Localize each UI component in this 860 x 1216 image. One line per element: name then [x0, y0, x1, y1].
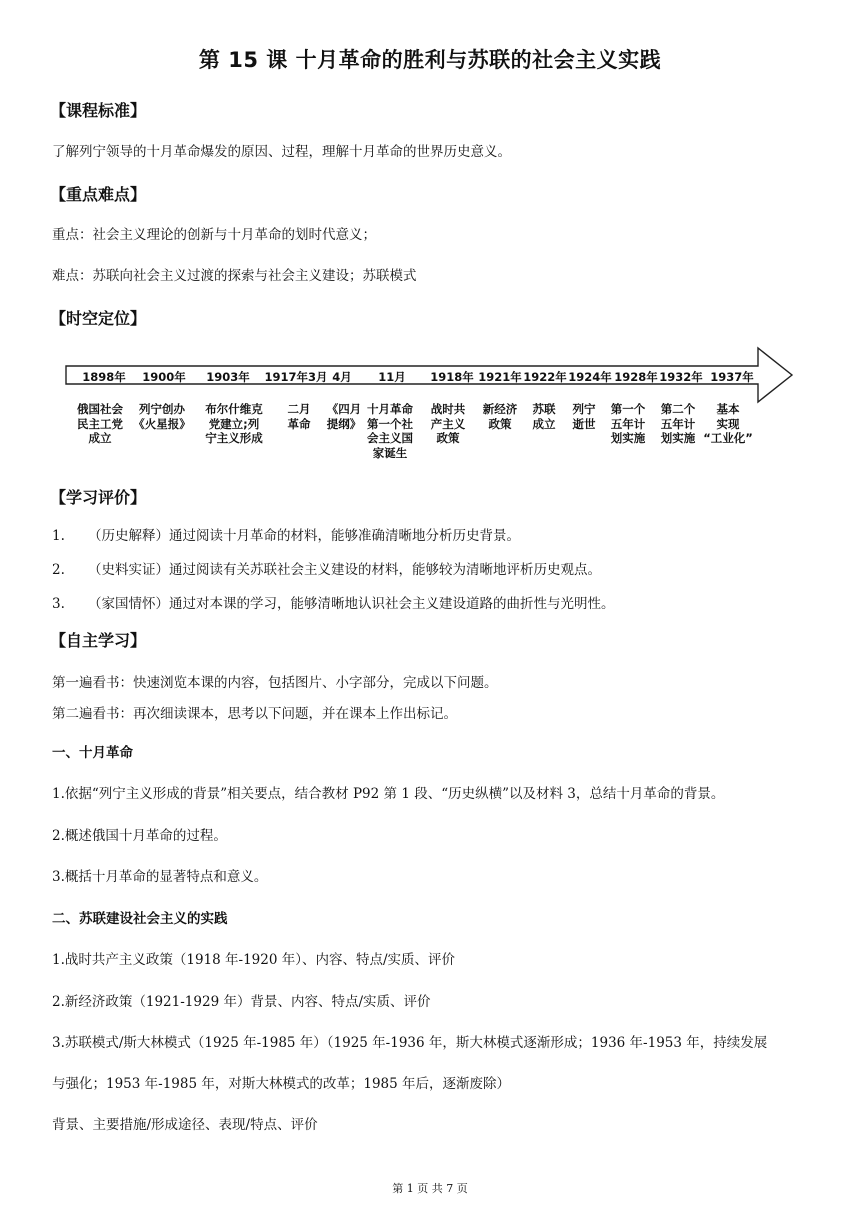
evaluation-item-text: （历史解释）通过阅读十月革命的材料，能够准确清晰地分析历史背景。 [88, 528, 520, 544]
evaluation-item-number: 1. [52, 528, 65, 544]
timeline-event-label: 列宁创办 《火星报》 [133, 402, 191, 431]
question-1-3: 3.概括十月革命的显著特点和意义。 [52, 869, 268, 885]
timeline-figure [64, 344, 800, 464]
section-heading-self-study: 【自主学习】 [50, 631, 147, 650]
timeline-event-label: 《四月 提纲》 [326, 402, 362, 431]
timeline-date: 11月 [378, 370, 406, 384]
timeline-event-label: 二月 革命 [287, 402, 311, 431]
timeline-event-label: 新经济 政策 [482, 402, 518, 431]
timeline-event-label: 基本 实现 “工业化” [703, 402, 753, 445]
key-difficulty-text: 难点：苏联向社会主义过渡的探索与社会主义建设；苏联模式 [52, 268, 417, 284]
timeline-date: 1921年 [478, 370, 522, 384]
section-heading-standard: 【课程标准】 [50, 101, 147, 120]
timeline-date: 1903年 [206, 370, 250, 384]
evaluation-item-2 [52, 558, 601, 578]
timeline-event-label: 苏联 成立 [532, 402, 556, 431]
evaluation-item-text: （家国情怀）通过对本课的学习，能够清晰地认识社会主义建设道路的曲折性与光明性。 [88, 596, 615, 612]
section-heading-key-points: 【重点难点】 [50, 185, 147, 204]
part-heading-october-revolution: 一、十月革命 [52, 745, 133, 761]
timeline-date: 1932年 [659, 370, 703, 384]
timeline-date: 1922年 [523, 370, 567, 384]
timeline-event-label: 战时共 产主义 政策 [430, 402, 466, 445]
question-2-1: 1.战时共产主义政策（1918 年-1920 年）、内容、特点/实质、评价 [52, 952, 456, 968]
timeline-event-label: 俄国社会 民主工党 成立 [77, 402, 123, 445]
question-2-3-line-3: 背景、主要措施/形成途径、表现/特点、评价 [52, 1117, 318, 1133]
evaluation-item-3 [52, 592, 615, 612]
timeline-date: 1928年 [614, 370, 658, 384]
question-2-3-line-1: 3.苏联模式/斯大林模式（1925 年-1985 年）（1925 年-1936 年，斯大林模式逐渐形成；1936 年-1953 年，持续发展 [52, 1035, 768, 1051]
section-heading-evaluation: 【学习评价】 [50, 488, 147, 507]
question-1-1: 1.依据“列宁主义形成的背景”相关要点，结合教材 P92 第 1 段、“历史纵横”以及材料 3，总结十月革命的背景。 [52, 786, 725, 802]
timeline-event-label: 第一个 五年计 划实施 [610, 402, 646, 445]
timeline-date: 4月 [332, 370, 352, 384]
key-focus-text: 重点：社会主义理论的创新与十月革命的划时代意义； [52, 227, 376, 243]
timeline-date: 1898年 [82, 370, 126, 384]
page-title: 第 15 课 十月革命的胜利与苏联的社会主义实践 [198, 48, 662, 72]
timeline-date: 1924年 [568, 370, 612, 384]
timeline-date: 1900年 [142, 370, 186, 384]
timeline-date: 1918年 [430, 370, 474, 384]
timeline-event-label: 十月革命 第一个社 会主义国 家诞生 [367, 402, 413, 460]
first-reading-text: 第一遍看书：快速浏览本课的内容，包括图片、小字部分，完成以下问题。 [52, 675, 498, 691]
question-2-3-line-2: 与强化；1953 年-1985 年，对斯大林模式的改革；1985 年后，逐渐废除） [52, 1076, 511, 1092]
part-heading-soviet-practice: 二、苏联建设社会主义的实践 [52, 911, 228, 927]
evaluation-item-number: 3. [52, 596, 65, 612]
standard-text: 了解列宁领导的十月革命爆发的原因、过程，理解十月革命的世界历史意义。 [52, 144, 511, 160]
question-1-2: 2.概述俄国十月革命的过程。 [52, 828, 227, 844]
timeline-event-label: 列宁 逝世 [572, 402, 596, 431]
evaluation-item-1 [52, 524, 520, 544]
timeline-event-label: 第二个 五年计 划实施 [660, 402, 696, 445]
second-reading-text: 第二遍看书：再次细读课本，思考以下问题，并在课本上作出标记。 [52, 706, 457, 722]
timeline-event-label: 布尔什维克 党建立;列 宁主义形成 [205, 402, 263, 445]
page-footer: 第 1 页 共 7 页 [392, 1182, 468, 1195]
evaluation-item-text: （史料实证）通过阅读有关苏联社会主义建设的材料，能够较为清晰地评析历史观点。 [88, 562, 601, 578]
evaluation-item-number: 2. [52, 562, 65, 578]
timeline-date: 1937年 [710, 370, 754, 384]
section-heading-timeline: 【时空定位】 [50, 309, 147, 328]
timeline-date: 1917年3月 [264, 370, 328, 384]
question-2-2: 2.新经济政策（1921-1929 年）背景、内容、特点/实质、评价 [52, 994, 431, 1010]
